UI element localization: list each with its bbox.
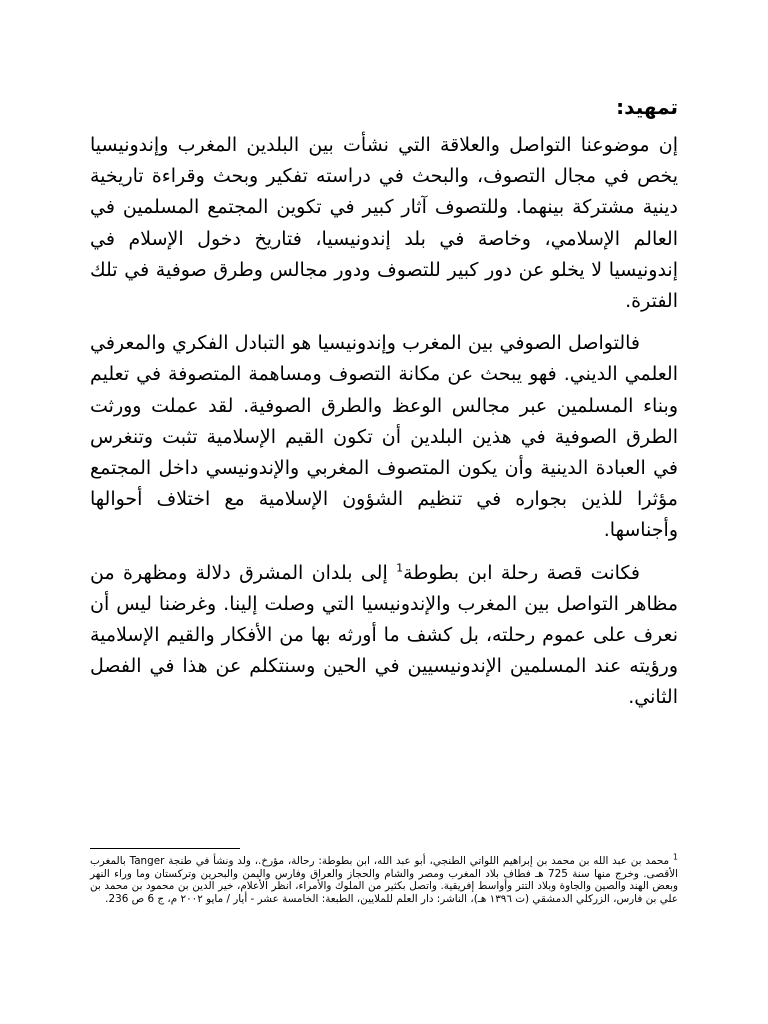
footnote-number: 1 xyxy=(672,852,678,862)
footnote-separator xyxy=(90,848,240,849)
footnote-reference[interactable]: 1 xyxy=(396,561,404,575)
footnote xyxy=(90,852,679,905)
paragraph-2: فالتواصل الصوفي بين المغرب وإندونيسيا هو التبادل الفكري والمعرفي العلمي الديني. فهو يبحث عن مكانة التصوف ومساهمة المتصوفة في تعليم وبناء المسلمين عبر مجالس الوعظ والطرق الصوفية. لقد عملت وورثت الطرق الصوفية في هذين البلدين أن تكون القيم الإسلامية تثبت وتنغرس في العبادة الدينية وأن يكون المتصوف المغربي والإندونيسي داخل المجتمع مؤثرا للذين بجواره في تنظيم الشؤون الإسلامية مع اختلاف أحوالها وأجناسها. xyxy=(90,332,678,542)
footnote-text: محمد بن عبد الله بن محمد بن إبراهيم اللواتي الطنجي، أبو عبد الله، ابن بطوطة: رحالة، مؤرخ.، ولد ونشأ في طنجة Tanger بالمغرب الأقصى. وخرج منها سنة 725 هـ فطاف بلاد المغرب ومصر والشام والحجاز والعراق وفارس واليمن والبحرين وتركستان وما وراء النهر وبعض الهند والصين والجاوة وبلاد التتر وأواسط إفريقية. واتصل بكثير من الملوك والأمراء، انظر الأعلام، خير الدين بن محمود بن محمد بن علي بن فارس، الزركلي الدمشقي (ت ١٣٩٦ هـ)، الناشر: دار العلم للملايين، الطبعة: الخامسة عشر - أيار / مايو ٢٠٠٢ م، ج 6 ص 236. xyxy=(90,855,679,905)
paragraph-3 xyxy=(90,558,678,714)
section-heading: تمهيد: xyxy=(616,95,678,119)
paragraph-3-text-after: إلى بلدان المشرق دلالة ومظهرة من مظاهر التواصل بين المغرب والإندونيسيا التي وصلت إلينا. وغرضنا ليس أن نعرف على عموم رحلته، بل كشف ما أورثه بها من الأفكار والقيم الإسلامية ورؤيته عند المسلمين الإندونيسيين في الحين وسنتكلم عن هذا في الفصل الثاني. xyxy=(90,561,678,709)
document-body xyxy=(90,90,678,725)
paragraph-1: إن موضوعنا التواصل والعلاقة التي نشأت بين البلدين المغرب وإندونيسيا يخص في مجال التصوف، والبحث في دراسته تفكير وبحث وقراءة تاريخية دينية مشتركة بينهما. وللتصوف آثار كبير في تكوين المجتمع المسلمين في العالم الإسلامي، وخاصة في بلد إندونيسيا، فتاريخ دخول الإسلام في إندونيسيا لا يخلو عن دور كبير للتصوف ودور مجالس وطرق صوفية في تلك الفترة. xyxy=(90,134,678,313)
footnote-area xyxy=(90,848,678,905)
paragraph-3-text-before: فكانت قصة رحلة ابن بطوطة xyxy=(403,561,640,584)
